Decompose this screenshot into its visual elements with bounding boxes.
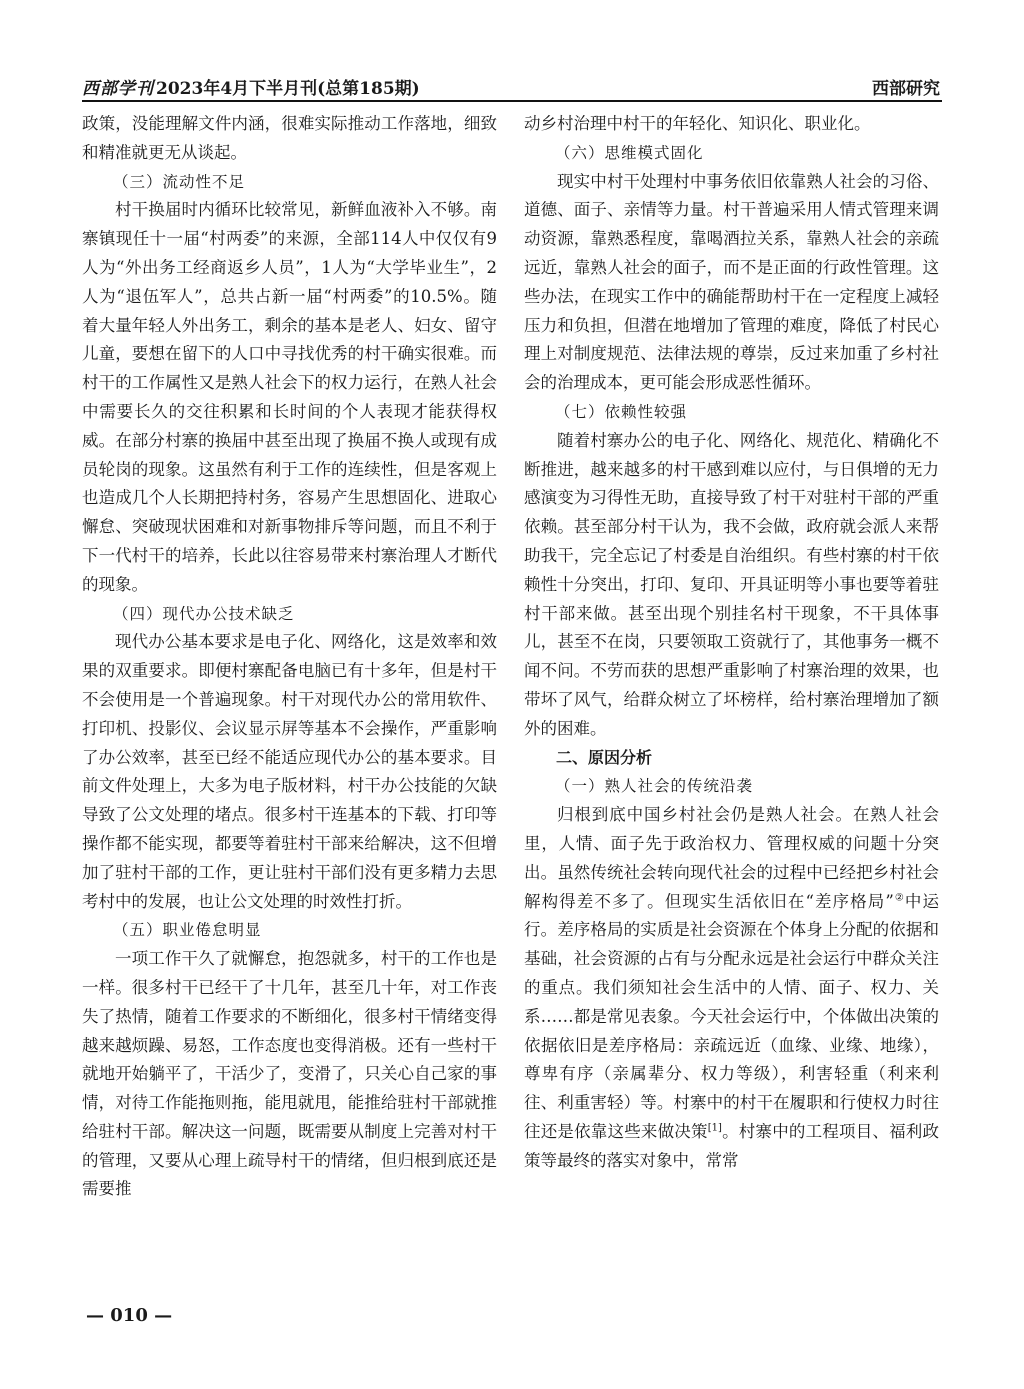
paragraph-text: 中运行。差序格局的实质是社会资源在个体身上分配的依据和基础，社会资源的占有与分配永远是社会运行中群众关注的重点。我们须知社会生活中的人情、面子、权力、关系……都是常见表象。今天社会运行中，个体做出决策的依据依旧是差序格局：亲疏远近（血缘、业缘、地缘），尊卑有序（亲属辈分、权力等级），利害轻重（利来利往、利重害轻）等。村寨中的村干在履职和行使权力时往往还是依靠这些来做决策	[524, 891, 940, 1141]
section-heading: 二、原因分析	[556, 747, 653, 767]
paragraph: 现实中村干处理村中事务依旧依靠熟人社会的习俗、道德、面子、亲情等力量。村干普遍采用人情式管理来调动资源，靠熟悉程度，靠喝酒拉关系，靠熟人社会的亲疏远近，靠熟人社会的面子，而不是正面的行政性管理。这些办法，在现实工作中的确能帮助村干在一定程度上减轻压力和负担，但潜在地增加了管理的难度，降低了村民心理上对制度规范、法律法规的尊崇，反过来加重了乡村社会的治理成本，更可能会形成恶性循环。	[524, 171, 939, 393]
subheading: （五）职业倦怠明显	[113, 921, 262, 940]
paragraph: 一项工作干久了就懈怠，抱怨就多，村干的工作也是一样。很多村干已经干了十几年，甚至几十年，对工作丧失了热情，随着工作要求的不断细化，很多村干情绪变得越来越烦躁、易怒，工作态度也变得消极。还有一些村干就地开始躺平了，干活少了，变滑了，只关心自己家的事情，对待工作能拖则拖，能甩就甩，能推给驻村干部就推给驻村干部。解决这一问题，既需要从制度上完善对村干的管理，又要从心理上疏导村干的情绪，但归根到底还是需要推	[82, 949, 497, 1199]
paragraph	[524, 801, 939, 1175]
paragraph: 动乡村治理中村干的年轻化、知识化、职业化。	[524, 114, 871, 133]
subheading: （七）依赖性较强	[555, 402, 688, 421]
paragraph-text: 。村寨中的工程项目、福利政策等最终的落实对象中，常常	[524, 1121, 940, 1170]
subheading: （三）流动性不足	[113, 172, 246, 191]
right-column	[524, 110, 939, 1175]
paragraph-text: 归根到底中国乡村社会仍是熟人社会。在熟人社会里，人情、面子先于政治权力、管理权威的问题十分突出。虽然传统社会转向现代社会的过程中已经把乡村社会解构得差不多了。但现实生活依旧在“差序格局”	[524, 805, 939, 911]
left-column	[82, 110, 497, 1204]
paragraph: 现代办公基本要求是电子化、网络化，这是效率和效果的双重要求。即便村寨配备电脑已有十多年，但是村干不会使用是一个普遍现象。村干对现代办公的常用软件、打印机、投影仪、会议显示屏等基本不会操作，严重影响了办公效率，甚至已经不能适应现代办公的基本要求。目前文件处理上，大多为电子版材料，村干办公技能的欠缺导致了公文处理的堵点。很多村干连基本的下载、打印等操作都不能实现，都要等着驻村干部来给解决，这不但增加了驻村干部的工作，更让驻村干部们没有更多精力去思考村中的发展，也让公文处理的时效性打折。	[82, 632, 497, 911]
journal-logo: 西部学刊	[82, 79, 154, 99]
section-label: 西部研究	[872, 79, 940, 99]
subheading: （四）现代办公技术缺乏	[113, 604, 295, 623]
subheading: （六）思维模式固化	[555, 143, 704, 162]
header-rule	[82, 100, 942, 102]
journal-issue-line	[82, 74, 420, 99]
running-header	[82, 70, 942, 100]
paragraph: 随着村寨办公的电子化、网络化、规范化、精确化不断推进，越来越多的村干感到难以应付，与日俱增的无力感演变为习得性无助，直接导致了村干对驻村干部的严重依赖。甚至部分村干认为，我不会做，政府就会派人来帮助我干，完全忘记了村委是自治组织。有些村寨的村干依赖性十分突出，打印、复印、开具证明等小事也要等着驻村干部来做。甚至出现个别挂名村干现象，不干具体事儿，甚至不在岗，只要领取工资就行了，其他事务一概不闻不问。不劳而获的思想严重影响了村寨治理的效果，也带坏了风气，给群众树立了坏榜样，给村寨治理增加了额外的困难。	[524, 430, 939, 738]
issue-label: 2023年4月下半月刊(总第185期)	[156, 79, 420, 99]
page-number: — 010 —	[86, 1305, 173, 1326]
paragraph: 政策，没能理解文件内涵，很难实际推动工作落地，细致和精准就更无从谈起。	[82, 114, 497, 162]
citation-marker: [1]	[707, 1122, 722, 1134]
paragraph: 村干换届时内循环比较常见，新鲜血液补入不够。南寨镇现任十一届“村两委”的来源，全部114人中仅仅有9人为“外出务工经商返乡人员”，1人为“大学毕业生”，2人为“退伍军人”，总共占新一届“村两委”的10.5%。随着大量年轻人外出务工，剩余的基本是老人、妇女、留守儿童，要想在留下的人口中寻找优秀的村干确实很难。而村干的工作属性又是熟人社会下的权力运行，在熟人社会中需要长久的交往积累和长时间的个人表现才能获得权威。在部分村寨的换届中甚至出现了换届不换人或现有成员轮岗的现象。这虽然有利于工作的连续性，但是客观上也造成几个人长期把持村务，容易产生思想固化、进取心懈怠、突破现状困难和对新事物排斥等问题，而且不利于下一代村干的培养，长此以往容易带来村寨治理人才断代的现象。	[82, 200, 497, 594]
footnote-marker: ②	[893, 892, 905, 904]
subheading: （一）熟人社会的传统沿袭	[555, 777, 754, 796]
